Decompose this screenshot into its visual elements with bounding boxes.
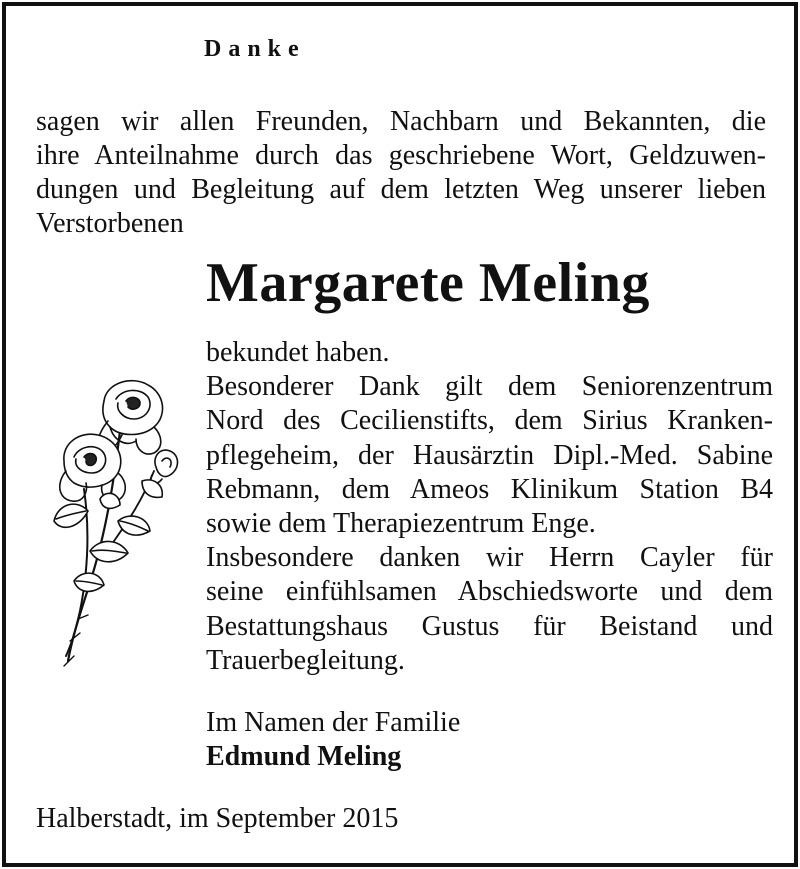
signature-line: Im Namen der Familie [206, 707, 461, 738]
body-line: pflegeheim, der Hausärztin Dipl.-Med. Sabine [206, 439, 773, 471]
body-line: Besonderer Dank gilt dem Seniorenzentrum [206, 371, 773, 403]
intro-line: sagen wir allen Freunden, Nachbarn und Bekannten, die [36, 106, 766, 137]
intro-line: ihre Anteilnahme durch das geschriebene Wort, Geldzuwen- [36, 140, 766, 171]
body-line: Trauerbegleitung. [206, 644, 405, 676]
body-line: bekundet haben. [206, 337, 390, 368]
intro-line: Verstorbenen [36, 208, 184, 239]
signatory-name: Edmund Meling [206, 741, 402, 772]
notice-heading: Danke [204, 36, 306, 62]
obituary-notice [2, 2, 798, 867]
body-line: Rebmann, dem Ameos Klinikum Station B4 [206, 473, 773, 505]
body-line: Insbesondere danken wir Herrn Cayler für [206, 542, 773, 574]
body-line: Nord des Cecilienstifts, dem Sirius Kranken- [206, 405, 773, 437]
rose-illustration-icon [44, 371, 194, 671]
body-line: seine einfühlsamen Abschiedsworte und dem [206, 576, 773, 608]
deceased-name: Margarete Meling [206, 252, 650, 314]
intro-paragraph [36, 105, 766, 241]
body-line: Bestattungshaus Gustus für Beistand und [206, 610, 773, 642]
acknowledgement-paragraph [206, 336, 773, 678]
body-line: sowie dem Therapiezentrum Enge. [206, 508, 596, 540]
intro-line: dungen und Begleitung auf dem letzten Weg unserer lieben [36, 174, 766, 205]
place-and-date: Halberstadt, im September 2015 [36, 803, 399, 834]
signature-block [206, 706, 460, 774]
